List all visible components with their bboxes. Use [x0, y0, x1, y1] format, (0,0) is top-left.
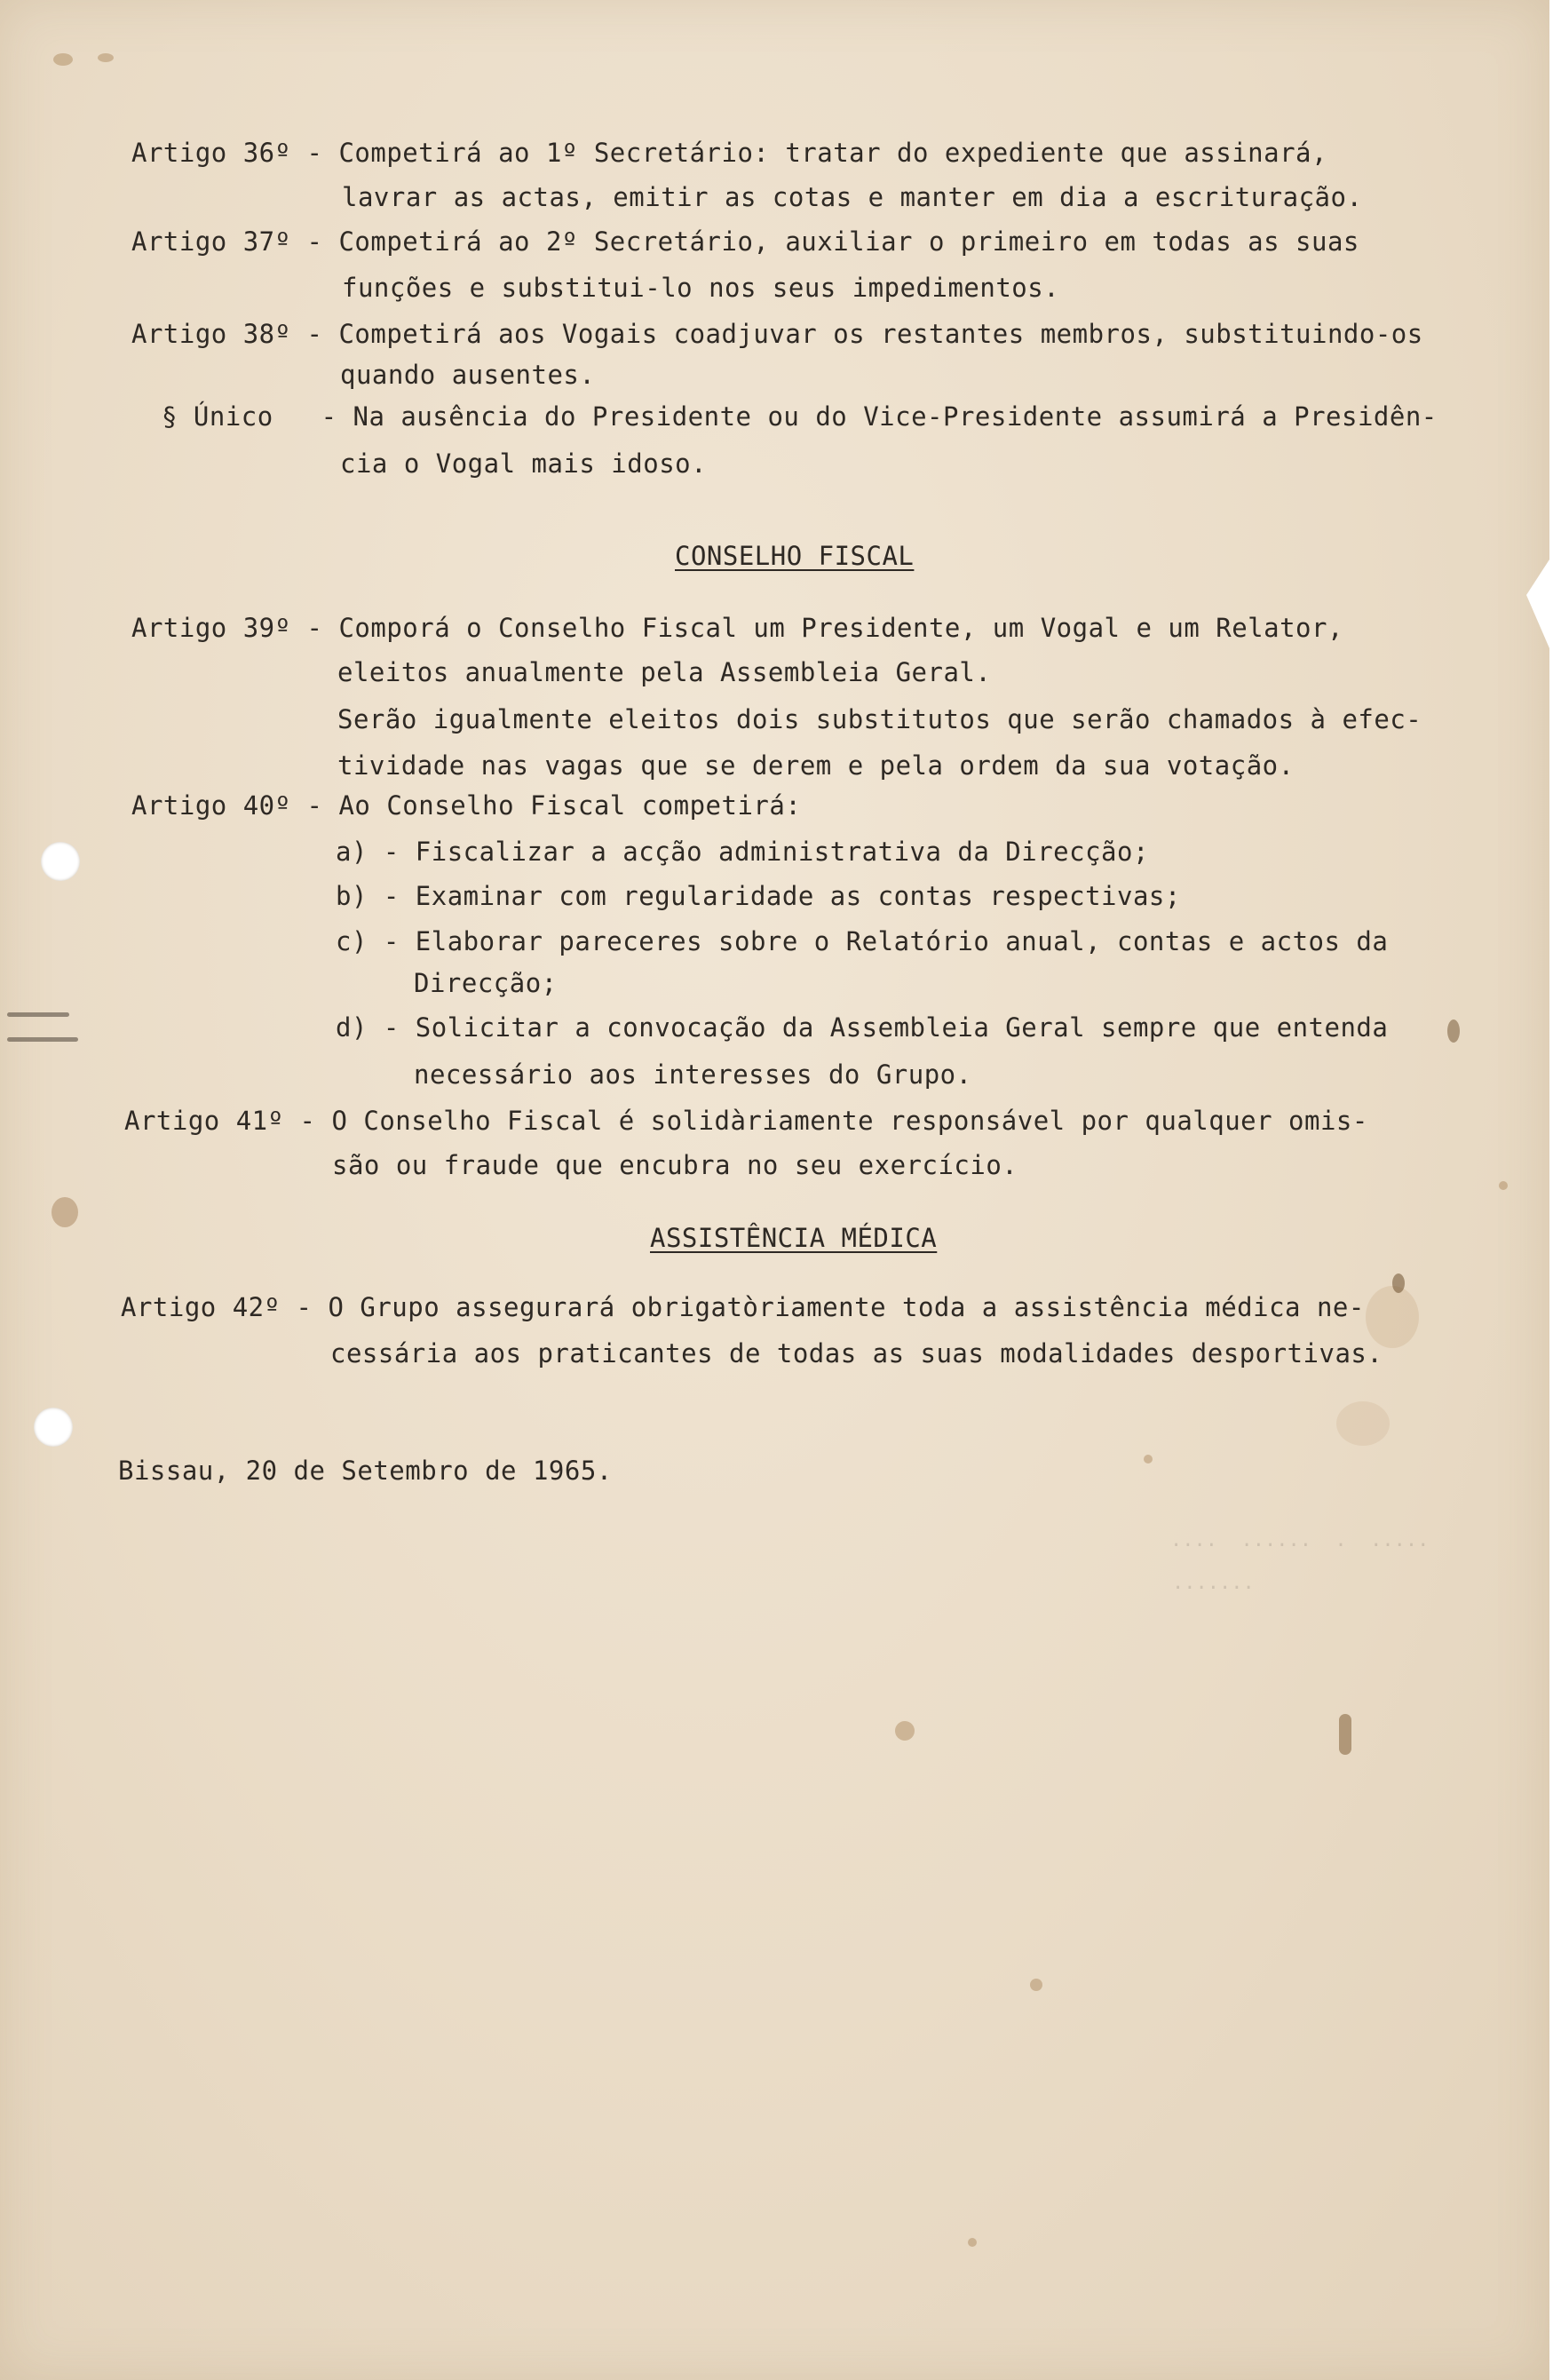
place-and-date: Bissau, 20 de Setembro de 1965.	[118, 1456, 613, 1486]
stain-spot	[1336, 1401, 1390, 1446]
stain-spot	[968, 2238, 977, 2247]
section-heading-assistencia-medica: ASSISTÊNCIA MÉDICA	[650, 1223, 938, 1253]
article-40-item-b: b) - Examinar com regularidade as contas respectivas;	[336, 881, 1181, 911]
ink-blot	[53, 53, 73, 66]
article-37-line-1: Artigo 37º - Competirá ao 2º Secretário, auxiliar o primeiro em todas as suas	[131, 226, 1359, 257]
stain-spot	[52, 1197, 78, 1227]
stain-spot	[1144, 1455, 1153, 1464]
article-40-item-c-line-1: c) - Elaborar pareceres sobre o Relatório anual, contas e actos da	[336, 926, 1389, 956]
bleed-through-text: ···· ······ · ·····	[1170, 1535, 1430, 1557]
punch-hole-bottom	[34, 1408, 73, 1447]
section-heading-conselho-fiscal: CONSELHO FISCAL	[675, 541, 915, 571]
article-40-item-d-line-1: d) - Solicitar a convocação da Assembleia Geral sempre que entenda	[336, 1012, 1389, 1043]
article-40-item-d-line-2: necessário aos interesses do Grupo.	[414, 1059, 972, 1090]
stain-spot	[1499, 1181, 1508, 1190]
article-40-line-1: Artigo 40º - Ao Conselho Fiscal competirá:	[131, 790, 802, 821]
article-38-line-2: quando ausentes.	[340, 360, 596, 390]
bleed-through-text: ·······	[1172, 1577, 1255, 1599]
article-42-line-1: Artigo 42º - O Grupo assegurará obrigatòriamente toda a assistência médica ne-	[121, 1292, 1365, 1322]
paragraph-unico-line-1: § Único - Na ausência do Presidente ou do Vice-Presidente assumirá a Presidên-	[162, 401, 1438, 432]
article-41-line-2: são ou fraude que encubra no seu exercício.	[332, 1150, 1018, 1180]
ink-mark	[7, 1012, 69, 1017]
stain-spot	[1339, 1714, 1351, 1755]
torn-edge	[1526, 559, 1549, 648]
ink-blot	[98, 53, 114, 62]
punch-hole-top	[41, 842, 80, 881]
article-40-item-c-line-2: Direcção;	[414, 968, 558, 998]
article-39-line-1: Artigo 39º - Comporá o Conselho Fiscal um Presidente, um Vogal e um Relator,	[131, 613, 1343, 643]
stain-spot	[1447, 1019, 1460, 1043]
article-41-line-1: Artigo 41º - O Conselho Fiscal é solidàriamente responsável por qualquer omis-	[124, 1106, 1368, 1136]
article-39-line-2: eleitos anualmente pela Assembleia Geral.	[337, 657, 992, 687]
article-38-line-1: Artigo 38º - Competirá aos Vogais coadjuvar os restantes membros, substituindo-os	[131, 319, 1423, 349]
article-39-line-3: Serão igualmente eleitos dois substitutos que serão chamados à efec-	[337, 704, 1422, 734]
article-37-line-2: funções e substitui-lo nos seus impedimentos.	[342, 273, 1060, 303]
ink-mark	[7, 1037, 78, 1042]
paragraph-unico-line-2: cia o Vogal mais idoso.	[340, 448, 708, 479]
article-39-line-4: tividade nas vagas que se derem e pela ordem da sua votação.	[337, 750, 1295, 781]
stain-spot	[1392, 1273, 1405, 1293]
article-36-line-2: lavrar as actas, emitir as cotas e manter em dia a escrituração.	[342, 182, 1363, 212]
stain-spot	[1030, 1979, 1042, 1991]
article-36-line-1: Artigo 36º - Competirá ao 1º Secretário: tratar do expediente que assinará,	[131, 138, 1327, 168]
stain-spot	[895, 1721, 915, 1741]
article-40-item-a: a) - Fiscalizar a acção administrativa da Direcção;	[336, 837, 1149, 867]
article-42-line-2: cessária aos praticantes de todas as suas modalidades desportivas.	[330, 1338, 1383, 1368]
